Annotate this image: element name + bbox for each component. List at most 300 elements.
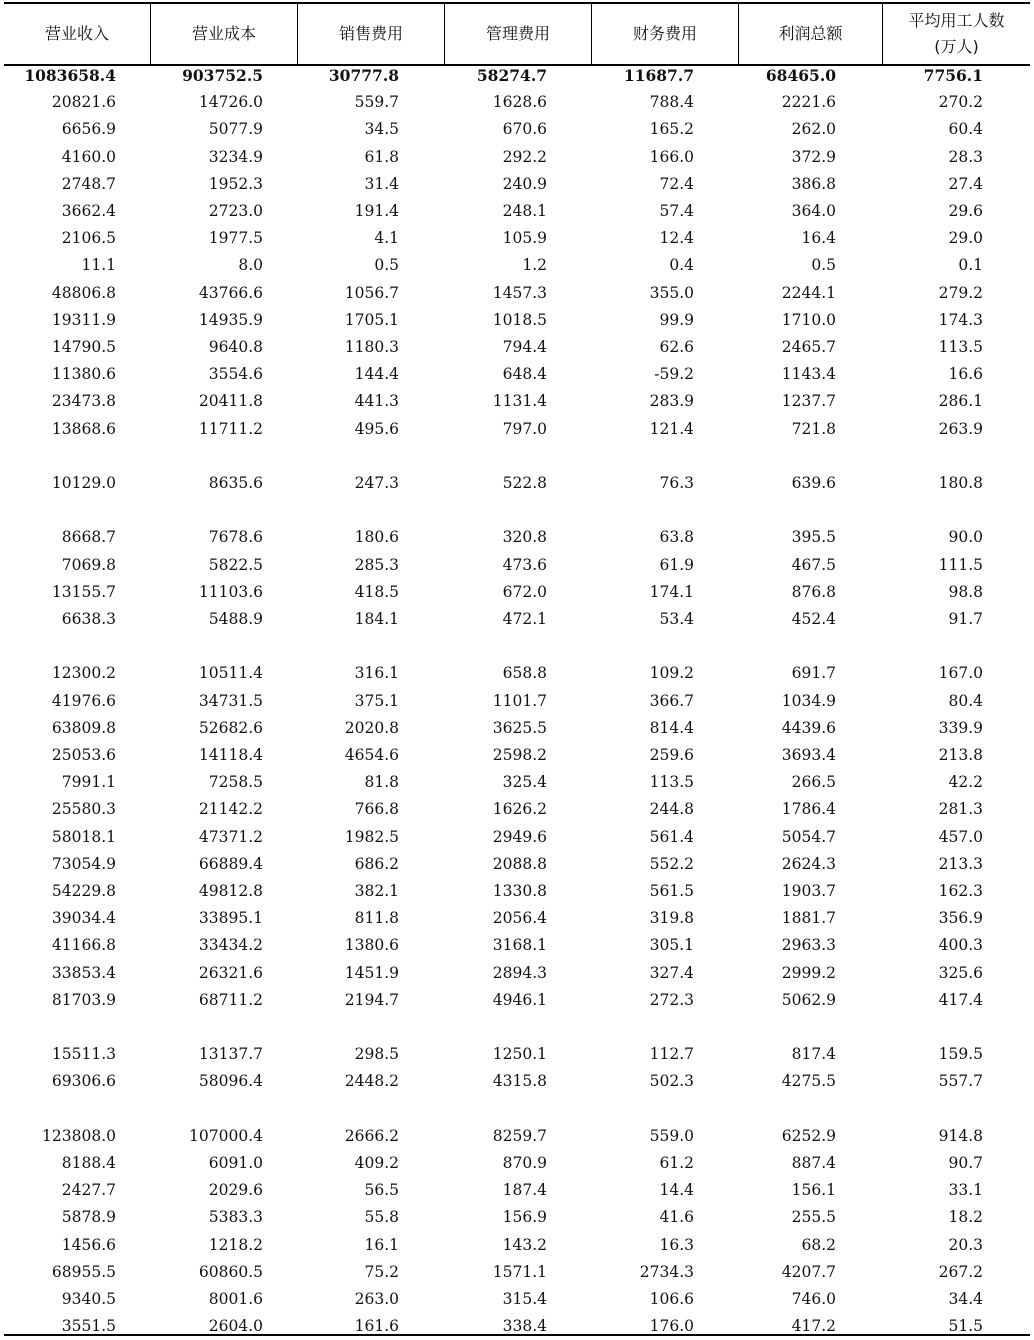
finance-expense-cell: 11687.7 bbox=[623, 66, 694, 85]
profit-cell: 156.1 bbox=[791, 1181, 836, 1200]
cost-cell: 107000.4 bbox=[189, 1126, 263, 1145]
finance-expense-cell: 814.4 bbox=[649, 718, 694, 737]
cost-cell: 52682.6 bbox=[198, 718, 263, 737]
employees-cell: 417.4 bbox=[938, 990, 983, 1009]
revenue-cell: 73054.9 bbox=[51, 854, 116, 873]
revenue-cell: 7069.8 bbox=[61, 555, 116, 574]
revenue-cell: 7991.1 bbox=[61, 773, 116, 792]
revenue-cell: 19311.9 bbox=[51, 310, 116, 329]
table-row bbox=[4, 334, 1030, 361]
cost-cell: 66889.4 bbox=[198, 854, 263, 873]
selling-expense-cell: 161.6 bbox=[354, 1317, 399, 1336]
admin-expense-cell: 2056.4 bbox=[492, 909, 547, 928]
cost-cell: 903752.5 bbox=[182, 66, 263, 85]
employees-cell: 281.3 bbox=[938, 800, 983, 819]
finance-expense-cell: 561.5 bbox=[649, 882, 694, 900]
table-row bbox=[4, 1096, 1030, 1123]
profit-cell: 876.8 bbox=[791, 582, 836, 601]
table-row bbox=[4, 307, 1030, 334]
selling-expense-cell: 184.1 bbox=[354, 610, 399, 628]
profit-cell: 1903.7 bbox=[781, 882, 836, 900]
admin-expense-cell: 1018.5 bbox=[492, 310, 547, 329]
selling-expense-cell: 4654.6 bbox=[344, 746, 399, 764]
admin-expense-cell: 1.2 bbox=[522, 256, 547, 275]
profit-cell: 887.4 bbox=[791, 1154, 836, 1172]
table-row bbox=[4, 443, 1030, 470]
selling-expense-cell: 441.3 bbox=[354, 392, 399, 411]
revenue-cell: 6656.9 bbox=[61, 120, 116, 139]
cost-cell: 14118.4 bbox=[198, 746, 263, 764]
finance-expense-cell: 174.1 bbox=[649, 582, 694, 601]
cost-cell: 10511.4 bbox=[198, 664, 263, 683]
revenue-cell: 41166.8 bbox=[51, 936, 116, 955]
cost-cell: 60860.5 bbox=[198, 1262, 263, 1281]
admin-expense-cell: 1626.2 bbox=[492, 800, 547, 819]
profit-cell: 68.2 bbox=[801, 1235, 836, 1254]
cost-cell: 1977.5 bbox=[208, 229, 263, 248]
selling-expense-cell: 144.4 bbox=[354, 365, 399, 384]
selling-expense-cell: 2020.8 bbox=[344, 718, 399, 737]
revenue-cell: 58018.1 bbox=[51, 827, 116, 846]
finance-expense-cell: 61.9 bbox=[659, 555, 694, 574]
revenue-cell: 33853.4 bbox=[51, 963, 116, 982]
admin-expense-cell: 338.4 bbox=[502, 1317, 547, 1336]
selling-expense-cell: 316.1 bbox=[354, 664, 399, 683]
revenue-cell: 4160.0 bbox=[61, 147, 116, 166]
finance-expense-cell: 244.8 bbox=[649, 800, 694, 819]
cost-cell: 33895.1 bbox=[198, 909, 263, 928]
profit-cell: 1710.0 bbox=[781, 310, 836, 329]
cost-cell: 26321.6 bbox=[198, 963, 263, 982]
selling-expense-cell: 495.6 bbox=[354, 419, 399, 438]
admin-expense-cell: 187.4 bbox=[502, 1181, 547, 1200]
table-row bbox=[4, 470, 1030, 497]
cost-cell: 47371.2 bbox=[198, 827, 263, 846]
selling-expense-cell: 2194.7 bbox=[344, 990, 399, 1009]
revenue-cell: 25580.3 bbox=[51, 800, 116, 819]
finance-expense-cell: 283.9 bbox=[649, 392, 694, 411]
table-row bbox=[4, 796, 1030, 823]
revenue-cell: 48806.8 bbox=[51, 283, 116, 302]
table-row bbox=[4, 1150, 1030, 1177]
selling-expense-cell: 180.6 bbox=[354, 528, 399, 547]
selling-expense-cell: 409.2 bbox=[354, 1154, 399, 1172]
admin-expense-cell: 522.8 bbox=[502, 474, 547, 492]
table-row bbox=[4, 1068, 1030, 1095]
revenue-cell: 39034.4 bbox=[51, 909, 116, 928]
cost-cell: 2029.6 bbox=[208, 1181, 263, 1200]
finance-expense-cell: 72.4 bbox=[659, 174, 694, 193]
profit-cell: 2624.3 bbox=[781, 854, 836, 873]
admin-expense-cell: 3168.1 bbox=[492, 936, 547, 955]
revenue-cell: 13868.6 bbox=[51, 419, 116, 438]
revenue-cell: 9340.5 bbox=[61, 1290, 116, 1308]
selling-expense-cell: 382.1 bbox=[354, 882, 399, 900]
header-revenue: 营业收入 bbox=[44, 24, 109, 43]
finance-expense-cell: 113.5 bbox=[649, 773, 694, 792]
employees-cell: 29.6 bbox=[948, 202, 983, 220]
admin-expense-cell: 292.2 bbox=[502, 147, 547, 166]
table-row bbox=[4, 769, 1030, 796]
profit-cell: 6252.9 bbox=[781, 1126, 836, 1145]
admin-expense-cell: 672.0 bbox=[502, 582, 547, 601]
selling-expense-cell: 1180.3 bbox=[344, 338, 399, 356]
profit-cell: 262.0 bbox=[791, 120, 836, 139]
table-row bbox=[4, 171, 1030, 198]
profit-cell: 1786.4 bbox=[781, 800, 836, 819]
finance-expense-cell: 319.8 bbox=[649, 909, 694, 928]
employees-cell: 80.4 bbox=[948, 691, 983, 710]
employees-cell: 90.0 bbox=[948, 528, 983, 547]
employees-cell: 400.3 bbox=[938, 936, 983, 955]
table-row bbox=[4, 851, 1030, 878]
profit-cell: 5062.9 bbox=[781, 990, 836, 1009]
selling-expense-cell: 285.3 bbox=[354, 555, 399, 574]
revenue-cell: 13155.7 bbox=[51, 582, 116, 601]
admin-expense-cell: 315.4 bbox=[502, 1290, 547, 1308]
revenue-cell: 3551.5 bbox=[61, 1317, 116, 1336]
finance-expense-cell: 166.0 bbox=[649, 147, 694, 166]
cost-cell: 49812.8 bbox=[198, 882, 263, 900]
selling-expense-cell: 1982.5 bbox=[344, 827, 399, 846]
employees-cell: 7756.1 bbox=[923, 66, 983, 85]
profit-cell: 746.0 bbox=[791, 1290, 836, 1308]
cost-cell: 21142.2 bbox=[198, 800, 263, 819]
admin-expense-cell: 143.2 bbox=[502, 1235, 547, 1254]
cost-cell: 2604.0 bbox=[208, 1317, 263, 1336]
admin-expense-cell: 648.4 bbox=[502, 365, 547, 384]
admin-expense-cell: 2949.6 bbox=[492, 827, 547, 846]
finance-expense-cell: 12.4 bbox=[659, 229, 694, 248]
selling-expense-cell: 686.2 bbox=[354, 854, 399, 873]
admin-expense-cell: 473.6 bbox=[502, 555, 547, 574]
employees-cell: 16.6 bbox=[948, 365, 983, 384]
cost-cell: 20411.8 bbox=[198, 392, 263, 411]
profit-cell: 1143.4 bbox=[781, 365, 836, 384]
employees-cell: 174.3 bbox=[938, 310, 983, 329]
revenue-cell: 8668.7 bbox=[61, 528, 116, 547]
table-row bbox=[4, 824, 1030, 851]
employees-cell: 33.1 bbox=[948, 1181, 983, 1200]
admin-expense-cell: 4315.8 bbox=[492, 1072, 547, 1091]
finance-expense-cell: 2734.3 bbox=[639, 1262, 694, 1281]
employees-cell: 339.9 bbox=[938, 718, 983, 737]
admin-expense-cell: 1330.8 bbox=[492, 882, 547, 900]
finance-expense-cell: 552.2 bbox=[649, 854, 694, 873]
table-row bbox=[4, 1313, 1030, 1340]
table-row bbox=[4, 715, 1030, 742]
employees-cell: 457.0 bbox=[938, 827, 983, 846]
employees-cell: 159.5 bbox=[938, 1045, 983, 1064]
finance-expense-cell: 165.2 bbox=[649, 120, 694, 139]
employees-cell: 270.2 bbox=[938, 93, 983, 112]
table-row bbox=[4, 552, 1030, 579]
employees-cell: 180.8 bbox=[938, 474, 983, 492]
table-row bbox=[4, 416, 1030, 443]
profit-cell: 4275.5 bbox=[781, 1072, 836, 1091]
admin-expense-cell: 248.1 bbox=[502, 202, 547, 220]
employees-cell: 42.2 bbox=[948, 773, 983, 792]
table-row bbox=[4, 225, 1030, 252]
selling-expense-cell: 247.3 bbox=[354, 474, 399, 492]
cost-cell: 1952.3 bbox=[208, 174, 263, 193]
cost-cell: 3554.6 bbox=[208, 365, 263, 384]
cost-cell: 11103.6 bbox=[198, 582, 263, 601]
revenue-cell: 1083658.4 bbox=[24, 66, 116, 85]
revenue-cell: 8188.4 bbox=[61, 1154, 116, 1172]
selling-expense-cell: 56.5 bbox=[364, 1181, 399, 1200]
selling-expense-cell: 1705.1 bbox=[344, 310, 399, 329]
admin-expense-cell: 2088.8 bbox=[492, 854, 547, 873]
revenue-cell: 68955.5 bbox=[51, 1262, 116, 1281]
selling-expense-cell: 34.5 bbox=[364, 120, 399, 139]
profit-cell: 364.0 bbox=[791, 202, 836, 220]
employees-cell: 90.7 bbox=[948, 1154, 983, 1172]
table-row bbox=[4, 198, 1030, 225]
admin-expense-cell: 3625.5 bbox=[492, 718, 547, 737]
selling-expense-cell: 30777.8 bbox=[328, 66, 399, 85]
finance-expense-cell: 62.6 bbox=[659, 338, 694, 356]
admin-expense-cell: 794.4 bbox=[502, 338, 547, 356]
selling-expense-cell: 75.2 bbox=[364, 1262, 399, 1281]
table-row bbox=[4, 1041, 1030, 1068]
profit-cell: 2465.7 bbox=[781, 338, 836, 356]
revenue-cell: 23473.8 bbox=[51, 392, 116, 411]
finance-expense-cell: 272.3 bbox=[649, 990, 694, 1009]
selling-expense-cell: 418.5 bbox=[354, 582, 399, 601]
table-row bbox=[4, 1204, 1030, 1231]
table-row bbox=[4, 252, 1030, 279]
finance-expense-cell: -59.2 bbox=[654, 365, 694, 384]
table-row bbox=[4, 524, 1030, 551]
cost-cell: 11711.2 bbox=[198, 419, 263, 438]
cost-cell: 5383.3 bbox=[208, 1208, 263, 1227]
selling-expense-cell: 16.1 bbox=[364, 1235, 399, 1254]
data-table bbox=[4, 2, 1030, 1336]
selling-expense-cell: 0.5 bbox=[374, 256, 399, 275]
cost-cell: 1218.2 bbox=[208, 1235, 263, 1254]
employees-cell: 914.8 bbox=[938, 1126, 983, 1145]
table-row bbox=[4, 905, 1030, 932]
profit-cell: 4207.7 bbox=[781, 1262, 836, 1281]
revenue-cell: 6638.3 bbox=[61, 610, 116, 628]
table-row bbox=[4, 960, 1030, 987]
admin-expense-cell: 325.4 bbox=[502, 773, 547, 792]
finance-expense-cell: 76.3 bbox=[659, 474, 694, 492]
header-total-profit: 利润总额 bbox=[778, 24, 843, 43]
header-selling-expense: 销售费用 bbox=[338, 24, 403, 43]
admin-expense-cell: 2598.2 bbox=[492, 746, 547, 764]
selling-expense-cell: 191.4 bbox=[354, 202, 399, 220]
table-row bbox=[4, 1177, 1030, 1204]
revenue-cell: 10129.0 bbox=[51, 474, 116, 492]
admin-expense-cell: 1101.7 bbox=[492, 691, 547, 710]
cost-cell: 34731.5 bbox=[198, 691, 263, 710]
revenue-cell: 14790.5 bbox=[51, 338, 116, 356]
table-row bbox=[4, 688, 1030, 715]
employees-cell: 267.2 bbox=[938, 1262, 983, 1281]
profit-cell: 266.5 bbox=[791, 773, 836, 792]
table-row bbox=[4, 987, 1030, 1014]
profit-cell: 372.9 bbox=[791, 147, 836, 166]
cost-cell: 5822.5 bbox=[208, 555, 263, 574]
revenue-cell: 81703.9 bbox=[51, 990, 116, 1009]
selling-expense-cell: 2666.2 bbox=[344, 1126, 399, 1145]
table-row bbox=[4, 361, 1030, 388]
header-operating-cost: 营业成本 bbox=[191, 24, 256, 43]
cost-cell: 43766.6 bbox=[198, 283, 263, 302]
finance-expense-cell: 502.3 bbox=[649, 1072, 694, 1091]
selling-expense-cell: 811.8 bbox=[354, 909, 399, 928]
profit-cell: 2999.2 bbox=[781, 963, 836, 982]
profit-cell: 16.4 bbox=[801, 229, 836, 248]
header-avg-employees: 平均用工人数 (万人) bbox=[908, 11, 1005, 56]
selling-expense-cell: 559.7 bbox=[354, 93, 399, 112]
profit-cell: 5054.7 bbox=[781, 827, 836, 846]
admin-expense-cell: 658.8 bbox=[502, 664, 547, 683]
revenue-cell: 5878.9 bbox=[61, 1208, 116, 1227]
table-row bbox=[4, 579, 1030, 606]
admin-expense-cell: 472.1 bbox=[502, 610, 547, 628]
cost-cell: 68711.2 bbox=[198, 990, 263, 1009]
employees-cell: 29.0 bbox=[948, 229, 983, 248]
table-row bbox=[4, 116, 1030, 143]
profit-cell: 467.5 bbox=[791, 555, 836, 574]
selling-expense-cell: 1451.9 bbox=[344, 963, 399, 982]
revenue-cell: 11.1 bbox=[81, 256, 116, 275]
employees-cell: 113.5 bbox=[938, 338, 983, 356]
finance-expense-cell: 61.2 bbox=[659, 1154, 694, 1172]
cost-cell: 33434.2 bbox=[198, 936, 263, 955]
selling-expense-cell: 4.1 bbox=[374, 229, 399, 248]
profit-cell: 417.2 bbox=[791, 1317, 836, 1336]
table-row bbox=[4, 932, 1030, 959]
table-row bbox=[4, 1259, 1030, 1286]
cost-cell: 14726.0 bbox=[198, 93, 263, 112]
table-row bbox=[4, 497, 1030, 524]
selling-expense-cell: 61.8 bbox=[364, 147, 399, 166]
cost-cell: 8.0 bbox=[238, 256, 263, 275]
table-row bbox=[4, 742, 1030, 769]
finance-expense-cell: 561.4 bbox=[649, 827, 694, 846]
admin-expense-cell: 156.9 bbox=[502, 1208, 547, 1227]
employees-cell: 263.9 bbox=[938, 419, 983, 438]
cost-cell: 13137.7 bbox=[198, 1045, 263, 1064]
admin-expense-cell: 670.6 bbox=[502, 120, 547, 139]
employees-cell: 279.2 bbox=[938, 283, 983, 302]
admin-expense-cell: 870.9 bbox=[502, 1154, 547, 1172]
admin-expense-cell: 1457.3 bbox=[492, 283, 547, 302]
cost-cell: 5077.9 bbox=[208, 120, 263, 139]
employees-cell: 0.1 bbox=[958, 256, 983, 275]
revenue-cell: 20821.6 bbox=[51, 93, 116, 112]
admin-expense-cell: 1628.6 bbox=[492, 93, 547, 112]
employees-cell: 91.7 bbox=[948, 610, 983, 628]
admin-expense-cell: 1250.1 bbox=[492, 1045, 547, 1064]
selling-expense-cell: 2448.2 bbox=[344, 1072, 399, 1091]
table-row bbox=[4, 388, 1030, 415]
cost-cell: 8001.6 bbox=[208, 1290, 263, 1308]
admin-expense-cell: 58274.7 bbox=[476, 66, 547, 85]
profit-cell: 386.8 bbox=[791, 174, 836, 193]
selling-expense-cell: 31.4 bbox=[364, 174, 399, 193]
table-row bbox=[4, 1014, 1030, 1041]
revenue-cell: 25053.6 bbox=[51, 746, 116, 764]
employees-cell: 557.7 bbox=[938, 1072, 983, 1091]
cost-cell: 3234.9 bbox=[208, 147, 263, 166]
table-total-row bbox=[4, 62, 1030, 89]
profit-cell: 68465.0 bbox=[765, 66, 836, 85]
cost-cell: 7258.5 bbox=[208, 773, 263, 792]
profit-cell: 639.6 bbox=[791, 474, 836, 492]
admin-expense-cell: 320.8 bbox=[502, 528, 547, 547]
admin-expense-cell: 8259.7 bbox=[492, 1126, 547, 1145]
selling-expense-cell: 1380.6 bbox=[344, 936, 399, 955]
cost-cell: 2723.0 bbox=[208, 202, 263, 220]
profit-cell: 2963.3 bbox=[781, 936, 836, 955]
employees-cell: 286.1 bbox=[938, 392, 983, 411]
employees-cell: 111.5 bbox=[938, 555, 983, 574]
finance-expense-cell: 788.4 bbox=[649, 93, 694, 112]
profit-cell: 817.4 bbox=[791, 1045, 836, 1064]
finance-expense-cell: 112.7 bbox=[649, 1045, 694, 1064]
revenue-cell: 69306.6 bbox=[51, 1072, 116, 1091]
selling-expense-cell: 81.8 bbox=[364, 773, 399, 792]
revenue-cell: 3662.4 bbox=[61, 202, 116, 220]
admin-expense-cell: 105.9 bbox=[502, 229, 547, 248]
cost-cell: 8635.6 bbox=[208, 474, 263, 492]
header-finance-expense: 财务费用 bbox=[632, 24, 697, 43]
cost-cell: 58096.4 bbox=[198, 1072, 263, 1091]
cost-cell: 9640.8 bbox=[208, 338, 263, 356]
table-row bbox=[4, 144, 1030, 171]
finance-expense-cell: 327.4 bbox=[649, 963, 694, 982]
profit-cell: 1881.7 bbox=[781, 909, 836, 928]
profit-cell: 1034.9 bbox=[781, 691, 836, 710]
profit-cell: 2221.6 bbox=[781, 93, 836, 112]
revenue-cell: 63809.8 bbox=[51, 718, 116, 737]
employees-cell: 356.9 bbox=[938, 909, 983, 928]
admin-expense-cell: 240.9 bbox=[502, 174, 547, 193]
revenue-cell: 12300.2 bbox=[51, 664, 116, 683]
admin-expense-cell: 1571.1 bbox=[492, 1262, 547, 1281]
finance-expense-cell: 366.7 bbox=[649, 691, 694, 710]
employees-cell: 167.0 bbox=[938, 664, 983, 683]
admin-expense-cell: 2894.3 bbox=[492, 963, 547, 982]
employees-cell: 51.5 bbox=[948, 1317, 983, 1336]
selling-expense-cell: 298.5 bbox=[354, 1045, 399, 1064]
finance-expense-cell: 57.4 bbox=[659, 202, 694, 220]
cost-cell: 6091.0 bbox=[208, 1154, 263, 1172]
profit-cell: 0.5 bbox=[811, 256, 836, 275]
employees-cell: 325.6 bbox=[938, 963, 983, 982]
table-row bbox=[4, 89, 1030, 116]
selling-expense-cell: 375.1 bbox=[354, 691, 399, 710]
revenue-cell: 1456.6 bbox=[61, 1235, 116, 1254]
revenue-cell: 2748.7 bbox=[61, 174, 116, 193]
finance-expense-cell: 53.4 bbox=[659, 610, 694, 628]
profit-cell: 3693.4 bbox=[781, 746, 836, 764]
cost-cell: 14935.9 bbox=[198, 310, 263, 329]
finance-expense-cell: 106.6 bbox=[649, 1290, 694, 1308]
table-row bbox=[4, 1232, 1030, 1259]
finance-expense-cell: 63.8 bbox=[659, 528, 694, 547]
finance-expense-cell: 41.6 bbox=[659, 1208, 694, 1227]
finance-expense-cell: 259.6 bbox=[649, 746, 694, 764]
profit-cell: 721.8 bbox=[791, 419, 836, 438]
revenue-cell: 2106.5 bbox=[61, 229, 116, 248]
table-row bbox=[4, 1123, 1030, 1150]
